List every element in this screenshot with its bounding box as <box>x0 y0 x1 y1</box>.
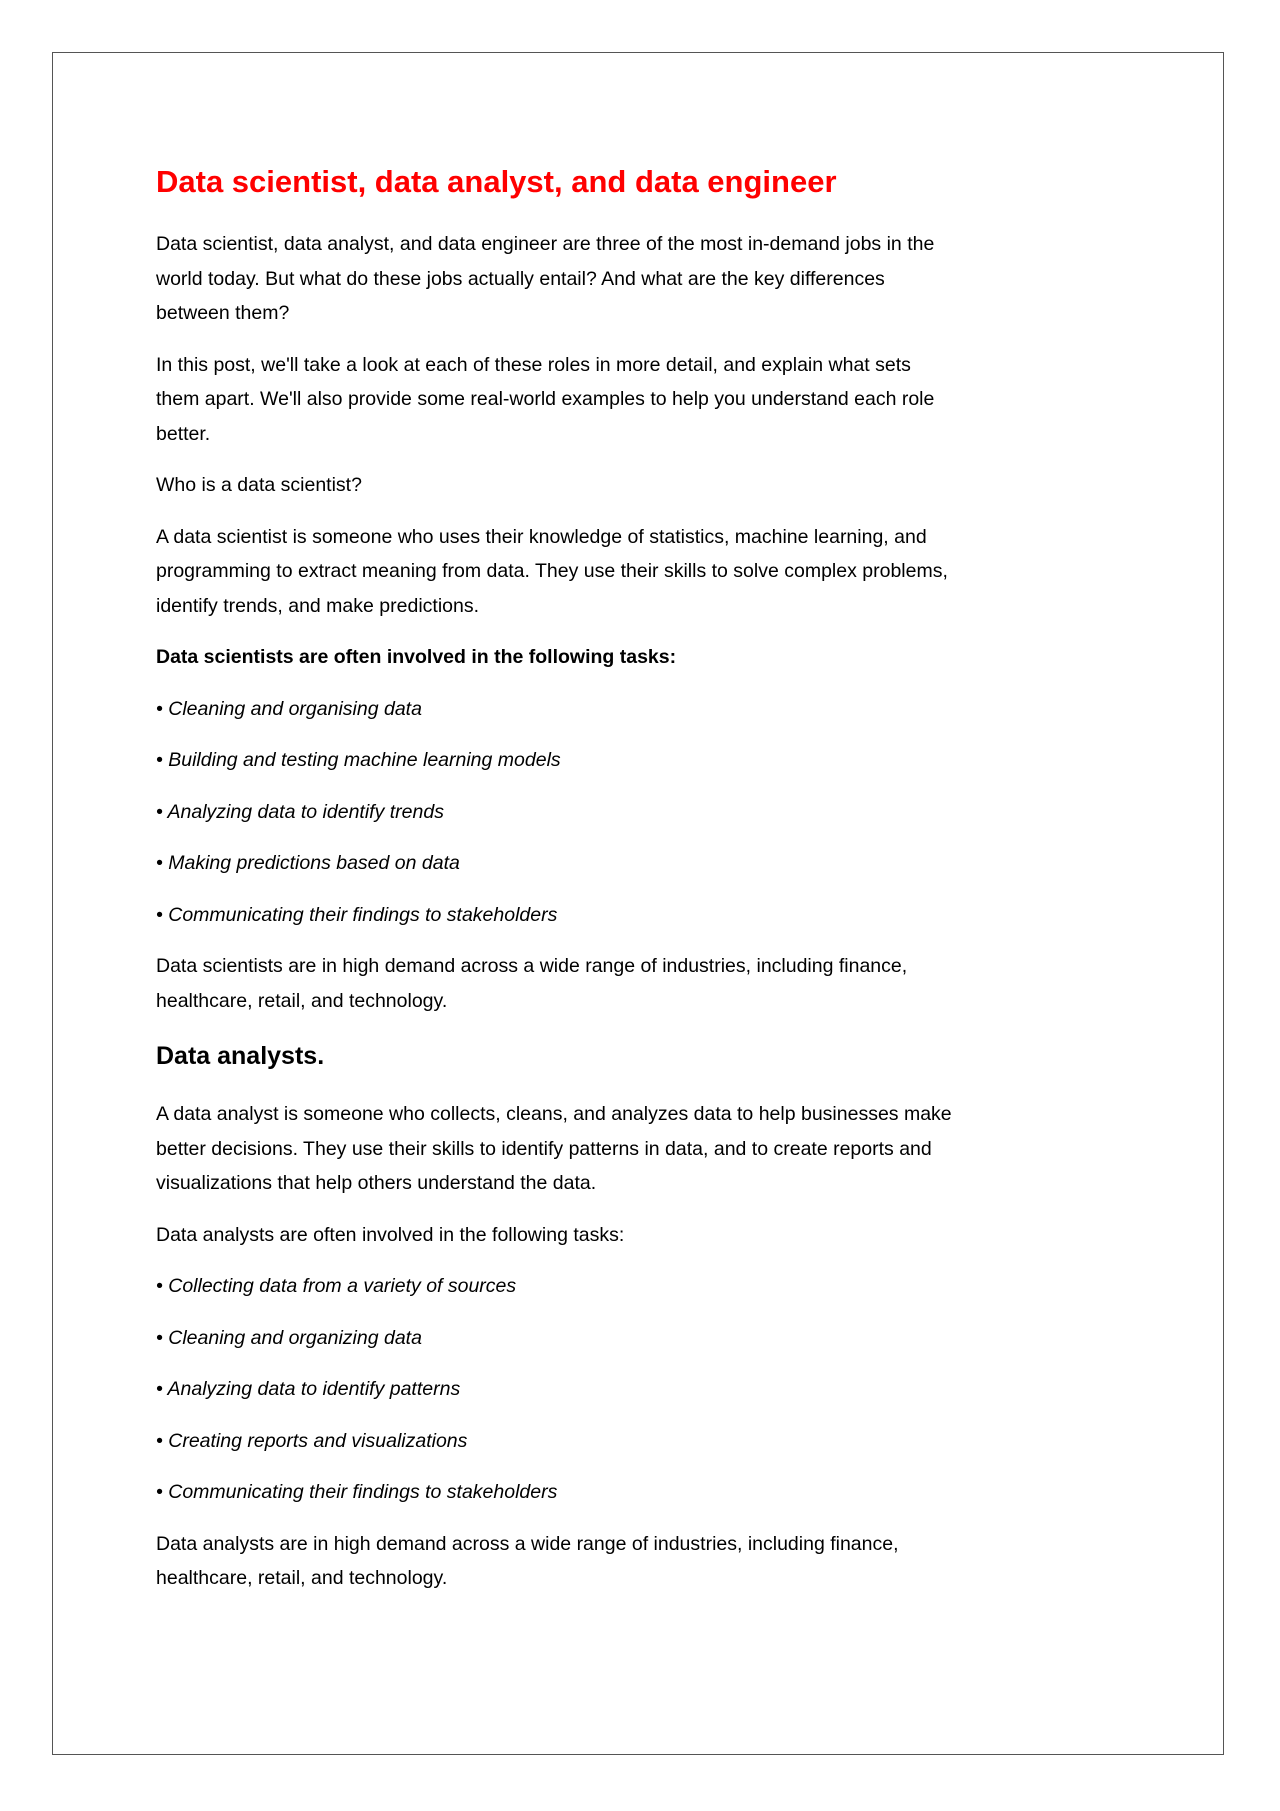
text-line: between them? <box>156 302 290 324</box>
list-item: • Cleaning and organizing data <box>156 1326 422 1349</box>
scientist-question: Who is a data scientist? <box>156 474 362 496</box>
analyst-tasks-heading: Data analysts are often involved in the following tasks: <box>156 1223 625 1246</box>
analyst-description <box>156 1097 1136 1201</box>
list-item: • Building and testing machine learning models <box>156 749 561 771</box>
text-line: healthcare, retail, and technology. <box>156 1567 448 1589</box>
text-line: them apart. We'll also provide some real-world examples to help you understand each role <box>156 388 935 410</box>
text-line: programming to extract meaning from data. They use their skills to solve complex problems, <box>156 560 948 582</box>
text-line: better. <box>156 422 211 445</box>
text-line: healthcare, retail, and technology. <box>156 989 448 1012</box>
list-item: • Creating reports and visualizations <box>156 1429 468 1452</box>
text-line: Data analysts are in high demand across a wide range of industries, including finance, <box>156 1532 899 1555</box>
document-body <box>156 160 1136 1596</box>
intro-paragraph-1 <box>156 227 1136 331</box>
text-line: Data scientist, data analyst, and data engineer are three of the most in-demand jobs in the <box>156 233 935 255</box>
list-item: • Analyzing data to identify trends <box>156 800 444 823</box>
page-title: Data scientist, data analyst, and data engineer <box>156 164 837 199</box>
scientist-demand <box>156 949 1136 1018</box>
list-item: • Making predictions based on data <box>156 852 460 874</box>
scientist-description <box>156 520 1136 624</box>
text-line: visualizations that help others understand the data. <box>156 1172 597 1194</box>
text-line: identify trends, and make predictions. <box>156 594 480 617</box>
text-line: better decisions. They use their skills to identify patterns in data, and to create reports and <box>156 1137 932 1160</box>
list-item: • Cleaning and organising data <box>156 697 422 720</box>
list-item: • Analyzing data to identify patterns <box>156 1378 461 1400</box>
text-line: In this post, we'll take a look at each of these roles in more detail, and explain what sets <box>156 353 911 376</box>
text-line: A data analyst is someone who collects, cleans, and analyzes data to help businesses make <box>156 1103 952 1125</box>
text-line: A data scientist is someone who uses their knowledge of statistics, machine learning, and <box>156 525 927 548</box>
intro-paragraph-2 <box>156 348 1136 452</box>
text-line: world today. But what do these jobs actually entail? And what are the key differences <box>156 267 885 290</box>
analyst-heading: Data analysts. <box>156 1042 325 1070</box>
list-item: • Communicating their findings to stakeholders <box>156 1481 558 1503</box>
scientist-tasks-heading: Data scientists are often involved in the following tasks: <box>156 646 677 668</box>
text-line: Data scientists are in high demand across a wide range of industries, including finance, <box>156 955 908 977</box>
list-item: • Communicating their findings to stakeholders <box>156 903 558 926</box>
analyst-demand <box>156 1527 1136 1596</box>
list-item: • Collecting data from a variety of sources <box>156 1275 517 1297</box>
